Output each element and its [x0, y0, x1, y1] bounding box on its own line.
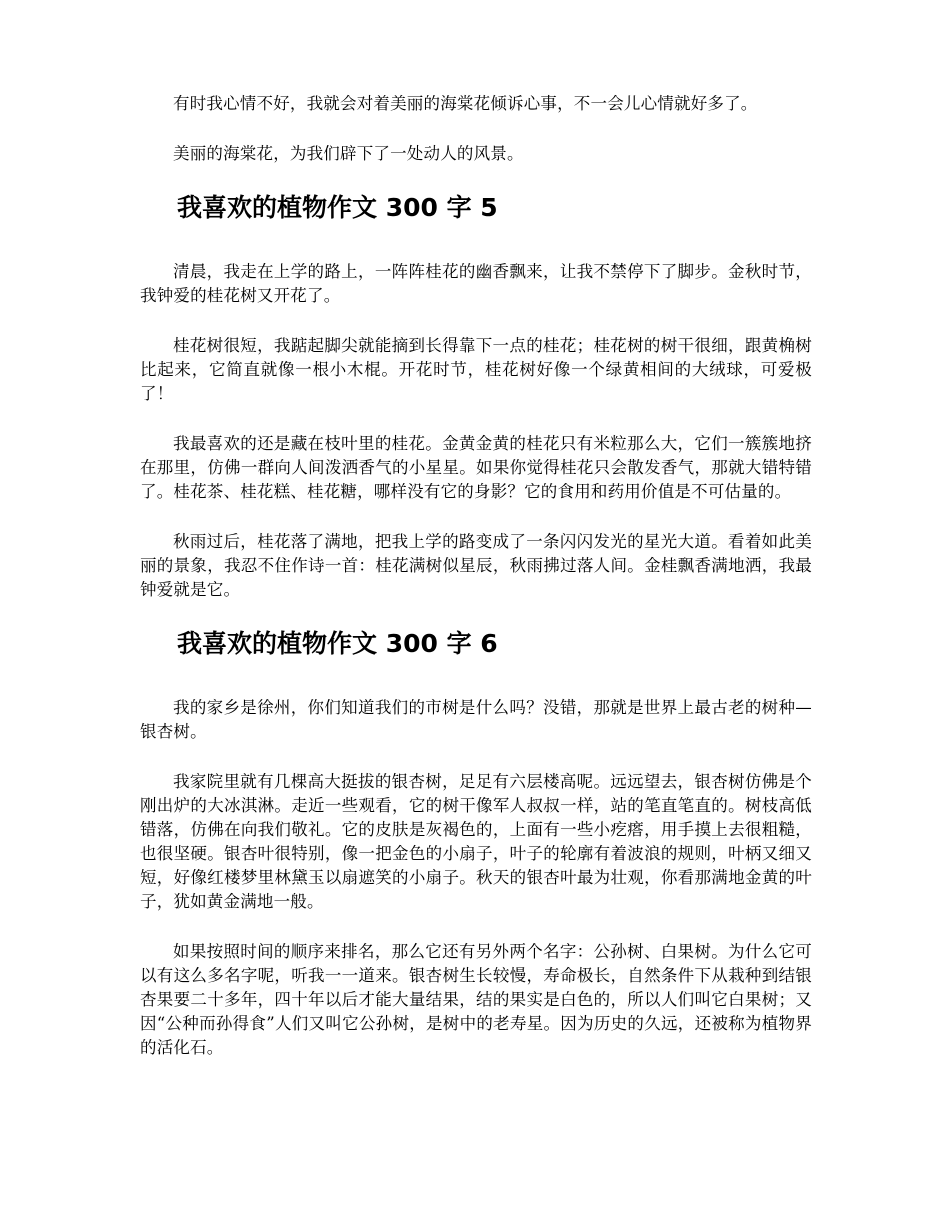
- paragraph: 有时我心情不好，我就会对着美丽的海棠花倾诉心事，不一会儿心情就好多了。: [173, 94, 758, 113]
- section-heading: 我喜欢的植物作文 300 字 5: [177, 193, 498, 222]
- paragraph: 清晨，我走在上学的路上，一阵阵桂花的幽香飘来，让我不禁停下了脚步。金秋时节，我钟爱的桂花树又开花了。: [140, 262, 812, 305]
- paragraph: 我最喜欢的还是藏在枝叶里的桂花。金黄金黄的桂花只有米粒那么大，它们一簇簇地挤在那里，仿佛一群向人间泼洒香气的小星星。如果你觉得桂花只会散发香气，那就大错特错了。桂花茶、桂花糕、桂花糖，哪样没有它的身影？它的食用和药用价值是不可估量的。: [140, 434, 812, 501]
- paragraph: 秋雨过后，桂花落了满地，把我上学的路变成了一条闪闪发光的星光大道。看着如此美丽的景象，我忍不住作诗一首：桂花满树似星辰，秋雨拂过落人间。金桂飘香满地洒，我最钟爱就是它。: [140, 532, 812, 599]
- section-heading: 我喜欢的植物作文 300 字 6: [177, 629, 498, 658]
- paragraph: 桂花树很短，我踮起脚尖就能摘到长得靠下一点的桂花；桂花树的树干很细，跟黄桷树比起来，它简直就像一根小木棍。开花时节，桂花树好像一个绿黄相间的大绒球，可爱极了！: [140, 336, 812, 403]
- paragraph: 如果按照时间的顺序来排名，那么它还有另外两个名字：公孙树、白果树。为什么它可以有这么多名字呢，听我一一道来。银杏树生长较慢，寿命极长，自然条件下从栽种到结银杏果要二十多年，四十年以后才能大量结果，结的果实是白色的，所以人们叫它白果树；又因“公种而孙得食”人们又叫它公孙树，是树中的老寿星。因为历史的久远，还被称为植物界的活化石。: [140, 942, 812, 1057]
- document-page: [140, 92, 812, 1086]
- paragraph: 美丽的海棠花，为我们辟下了一处动人的风景。: [173, 144, 524, 163]
- paragraph: 我的家乡是徐州，你们知道我们的市树是什么吗？没错，那就是世界上最古老的树种—银杏树。: [140, 698, 812, 741]
- paragraph: 我家院里就有几棵高大挺拔的银杏树，足足有六层楼高呢。远远望去，银杏树仿佛是个刚出炉的大冰淇淋。走近一些观看，它的树干像军人叔叔一样，站的笔直笔直的。树枝高低错落，仿佛在向我们敬礼。它的皮肤是灰褐色的，上面有一些小疙瘩，用手摸上去很粗糙，也很坚硬。银杏叶很特别，像一把金色的小扇子，叶子的轮廓有着波浪的规则，叶柄又细又短，好像红楼梦里林黛玉以扇遮笑的小扇子。秋天的银杏叶最为壮观，你看那满地金黄的叶子，犹如黄金满地一般。: [140, 772, 812, 911]
